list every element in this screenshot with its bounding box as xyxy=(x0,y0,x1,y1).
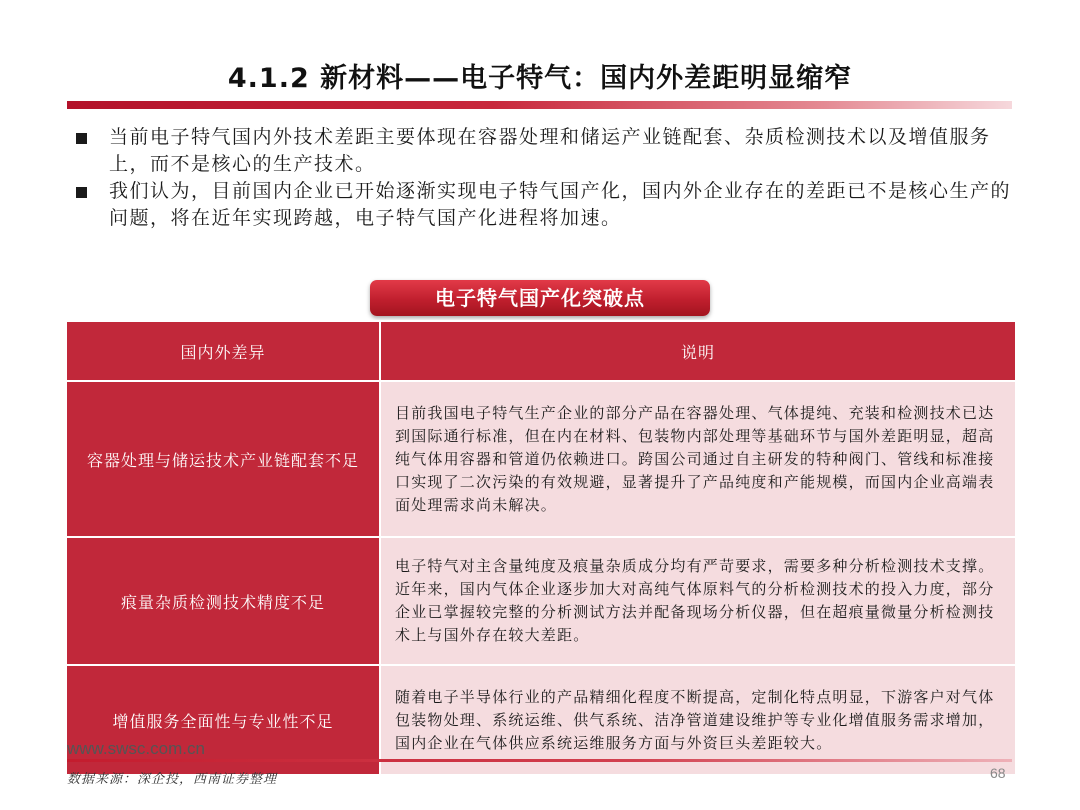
table-row xyxy=(66,537,1016,665)
square-bullet-icon xyxy=(76,187,87,198)
comparison-table xyxy=(65,320,1017,776)
bullet-list xyxy=(76,124,1011,232)
bullet-item xyxy=(76,124,1011,178)
table-row xyxy=(66,381,1016,537)
difference-cell: 增值服务全面性与专业性不足 xyxy=(66,665,380,775)
header-description: 说明 xyxy=(380,321,1016,381)
footer-url: www.swsc.com.cn xyxy=(67,739,205,758)
bullet-text: 当前电子特气国内外技术差距主要体现在容器处理和储运产业链配套、杂质检测技术以及增值服务上，而不是核心的生产技术。 xyxy=(109,126,991,175)
data-source-note: 数据来源：深企投，西南证券整理 xyxy=(67,772,278,787)
title-divider xyxy=(67,101,1012,109)
section-banner: 电子特气国产化突破点 xyxy=(370,280,710,316)
difference-cell: 痕量杂质检测技术精度不足 xyxy=(66,537,380,665)
bullet-text: 我们认为，目前国内企业已开始逐渐实现电子特气国产化，国内外企业存在的差距已不是核心生产的问题，将在近年实现跨越，电子特气国产化进程将加速。 xyxy=(109,180,1012,229)
slide-title: 4.1.2 新材料——电子特气：国内外差距明显缩窄 xyxy=(227,63,853,94)
description-cell: 目前我国电子特气生产企业的部分产品在容器处理、气体提纯、充装和检测技术已达到国际通行标准，但在内在材料、包装物内部处理等基础环节与国外差距明显，超高纯气体用容器和管道仍依赖进口。跨国公司通过自主研发的特种阀门、管线和标准接口实现了二次污染的有效规避，显著提升了产品纯度和产能规模，而国内企业高端表面处理需求尚未解决。 xyxy=(380,381,1016,537)
square-bullet-icon xyxy=(76,133,87,144)
description-cell: 随着电子半导体行业的产品精细化程度不断提高，定制化特点明显，下游客户对气体包装物处理、系统运维、供气系统、洁净管道建设维护等专业化增值服务需求增加，国内企业在气体供应系统运维服务方面与外资巨头差距较大。 xyxy=(380,665,1016,775)
description-cell: 电子特气对主含量纯度及痕量杂质成分均有严苛要求，需要多种分析检测技术支撑。近年来，国内气体企业逐步加大对高纯气体原料气的分析检测技术的投入力度，部分企业已掌握较完整的分析测试方法并配备现场分析仪器，但在超痕量微量分析检测技术上与国外存在较大差距。 xyxy=(380,537,1016,665)
footer-divider xyxy=(67,759,1012,762)
difference-cell: 容器处理与储运技术产业链配套不足 xyxy=(66,381,380,537)
page-number: 68 xyxy=(990,765,1006,781)
header-difference: 国内外差异 xyxy=(66,321,380,381)
table-header-row xyxy=(66,321,1016,381)
bullet-item xyxy=(76,178,1011,232)
